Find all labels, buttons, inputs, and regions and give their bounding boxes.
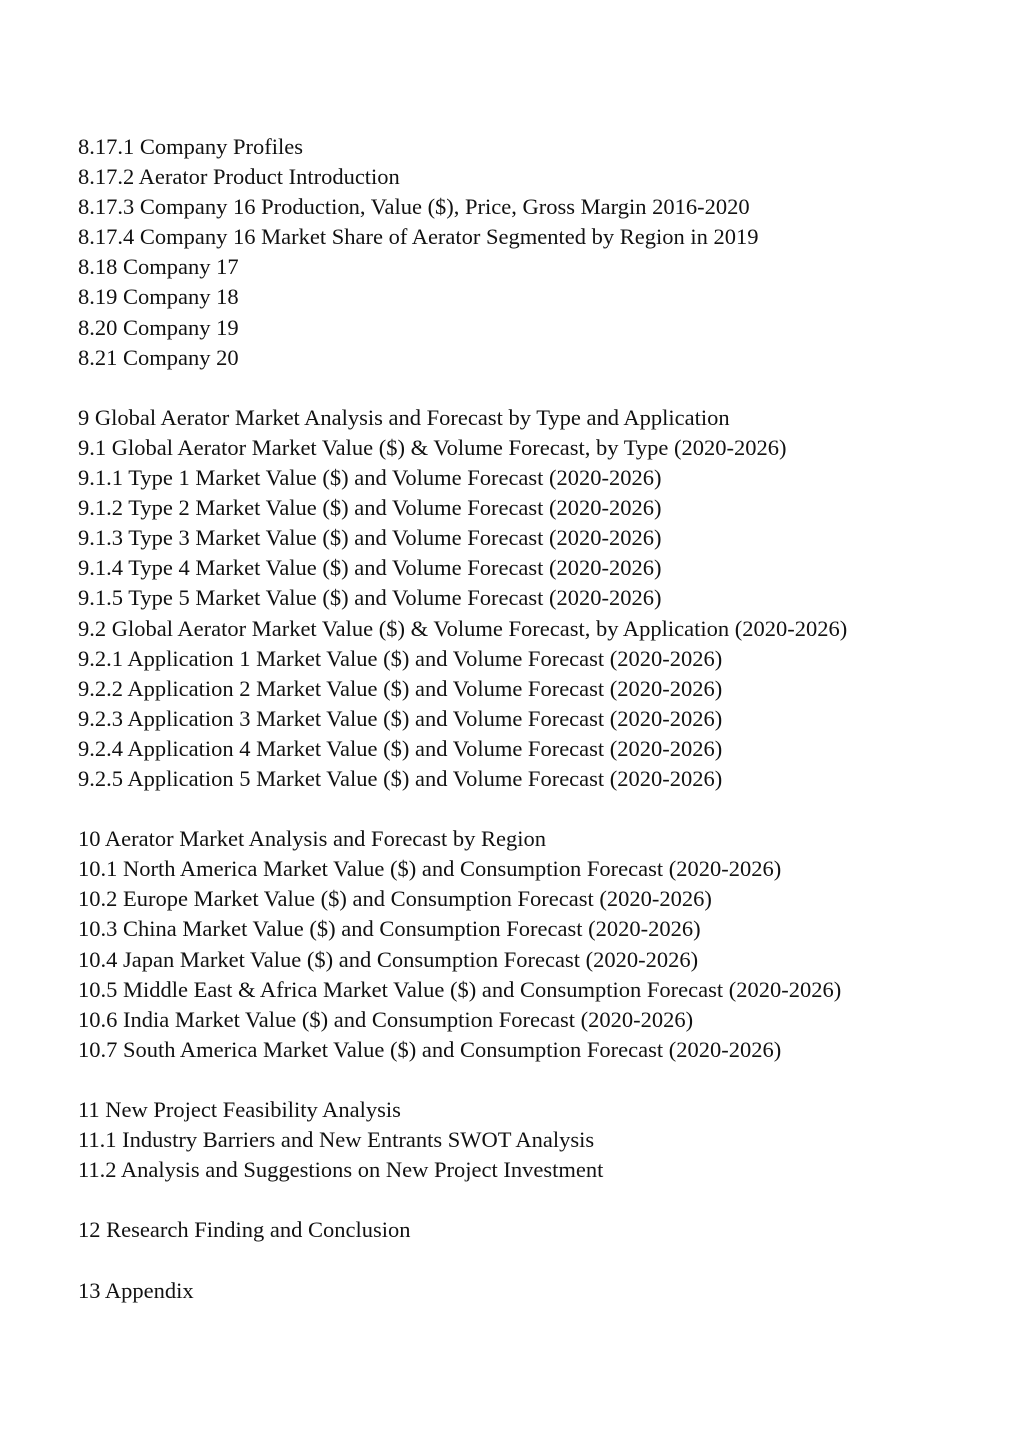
toc-section-13 (78, 1276, 978, 1306)
toc-entry: 11.2 Analysis and Suggestions on New Project Investment (78, 1157, 604, 1183)
toc-entry: 9.1.3 Type 3 Market Value ($) and Volume Forecast (2020-2026) (78, 525, 662, 551)
toc-entry: 10.5 Middle East & Africa Market Value ($) and Consumption Forecast (2020-2026) (78, 976, 842, 1002)
toc-entry: 10.7 South America Market Value ($) and Consumption Forecast (2020-2026) (78, 1036, 782, 1062)
document-page (78, 132, 978, 1306)
toc-entry: 9.1.2 Type 2 Market Value ($) and Volume Forecast (2020-2026) (78, 495, 662, 521)
toc-heading: 9 Global Aerator Market Analysis and Forecast by Type and Application (78, 404, 730, 430)
toc-entry: 8.21 Company 20 (78, 344, 239, 370)
toc-entry: 9.2.2 Application 2 Market Value ($) and Volume Forecast (2020-2026) (78, 675, 723, 701)
section-spacer (78, 373, 978, 403)
toc-entry: 8.17.4 Company 16 Market Share of Aerator Segmented by Region in 2019 (78, 224, 759, 250)
toc-section-11 (78, 1095, 978, 1185)
toc-heading: 11 New Project Feasibility Analysis (78, 1097, 401, 1122)
toc-entry: 10.2 Europe Market Value ($) and Consumption Forecast (2020-2026) (78, 886, 712, 912)
toc-entry: 10.4 Japan Market Value ($) and Consumption Forecast (2020-2026) (78, 946, 699, 972)
toc-section-10 (78, 824, 978, 1065)
toc-entry: 9.2.4 Application 4 Market Value ($) and Volume Forecast (2020-2026) (78, 735, 723, 761)
toc-entry: 9.2 Global Aerator Market Value ($) & Volume Forecast, by Application (2020-2026) (78, 615, 848, 641)
toc-entry: 9.1 Global Aerator Market Value ($) & Volume Forecast, by Type (2020-2026) (78, 434, 787, 460)
section-spacer (78, 1245, 978, 1275)
toc-entry: 11.1 Industry Barriers and New Entrants SWOT Analysis (78, 1127, 595, 1153)
toc-entry: 9.1.5 Type 5 Market Value ($) and Volume Forecast (2020-2026) (78, 585, 662, 611)
toc-entry: 9.1.4 Type 4 Market Value ($) and Volume Forecast (2020-2026) (78, 555, 662, 581)
toc-entry: 9.2.3 Application 3 Market Value ($) and Volume Forecast (2020-2026) (78, 705, 723, 731)
toc-entry: 10.3 China Market Value ($) and Consumption Forecast (2020-2026) (78, 916, 701, 942)
toc-entry: 8.17.2 Aerator Product Introduction (78, 164, 400, 190)
toc-entry: 8.19 Company 18 (78, 284, 239, 310)
toc-entry: 8.18 Company 17 (78, 254, 239, 280)
toc-entry: 10.6 India Market Value ($) and Consumption Forecast (2020-2026) (78, 1006, 694, 1032)
section-spacer (78, 1065, 978, 1095)
toc-entry: 9.1.1 Type 1 Market Value ($) and Volume Forecast (2020-2026) (78, 465, 662, 491)
section-spacer (78, 794, 978, 824)
toc-entry: 8.17.3 Company 16 Production, Value ($), Price, Gross Margin 2016-2020 (78, 194, 750, 220)
toc-section-12 (78, 1215, 978, 1245)
toc-section-8-tail (78, 132, 978, 373)
toc-heading: 12 Research Finding and Conclusion (78, 1217, 411, 1243)
toc-heading: 13 Appendix (78, 1277, 194, 1303)
toc-entry: 8.20 Company 19 (78, 314, 239, 340)
toc-entry: 9.2.5 Application 5 Market Value ($) and Volume Forecast (2020-2026) (78, 765, 723, 791)
toc-entry: 10.1 North America Market Value ($) and Consumption Forecast (2020-2026) (78, 856, 782, 882)
toc-heading: 10 Aerator Market Analysis and Forecast by Region (78, 826, 547, 852)
toc-section-9 (78, 403, 978, 794)
toc-entry: 9.2.1 Application 1 Market Value ($) and Volume Forecast (2020-2026) (78, 645, 723, 671)
toc-entry: 8.17.1 Company Profiles (78, 134, 303, 159)
section-spacer (78, 1185, 978, 1215)
